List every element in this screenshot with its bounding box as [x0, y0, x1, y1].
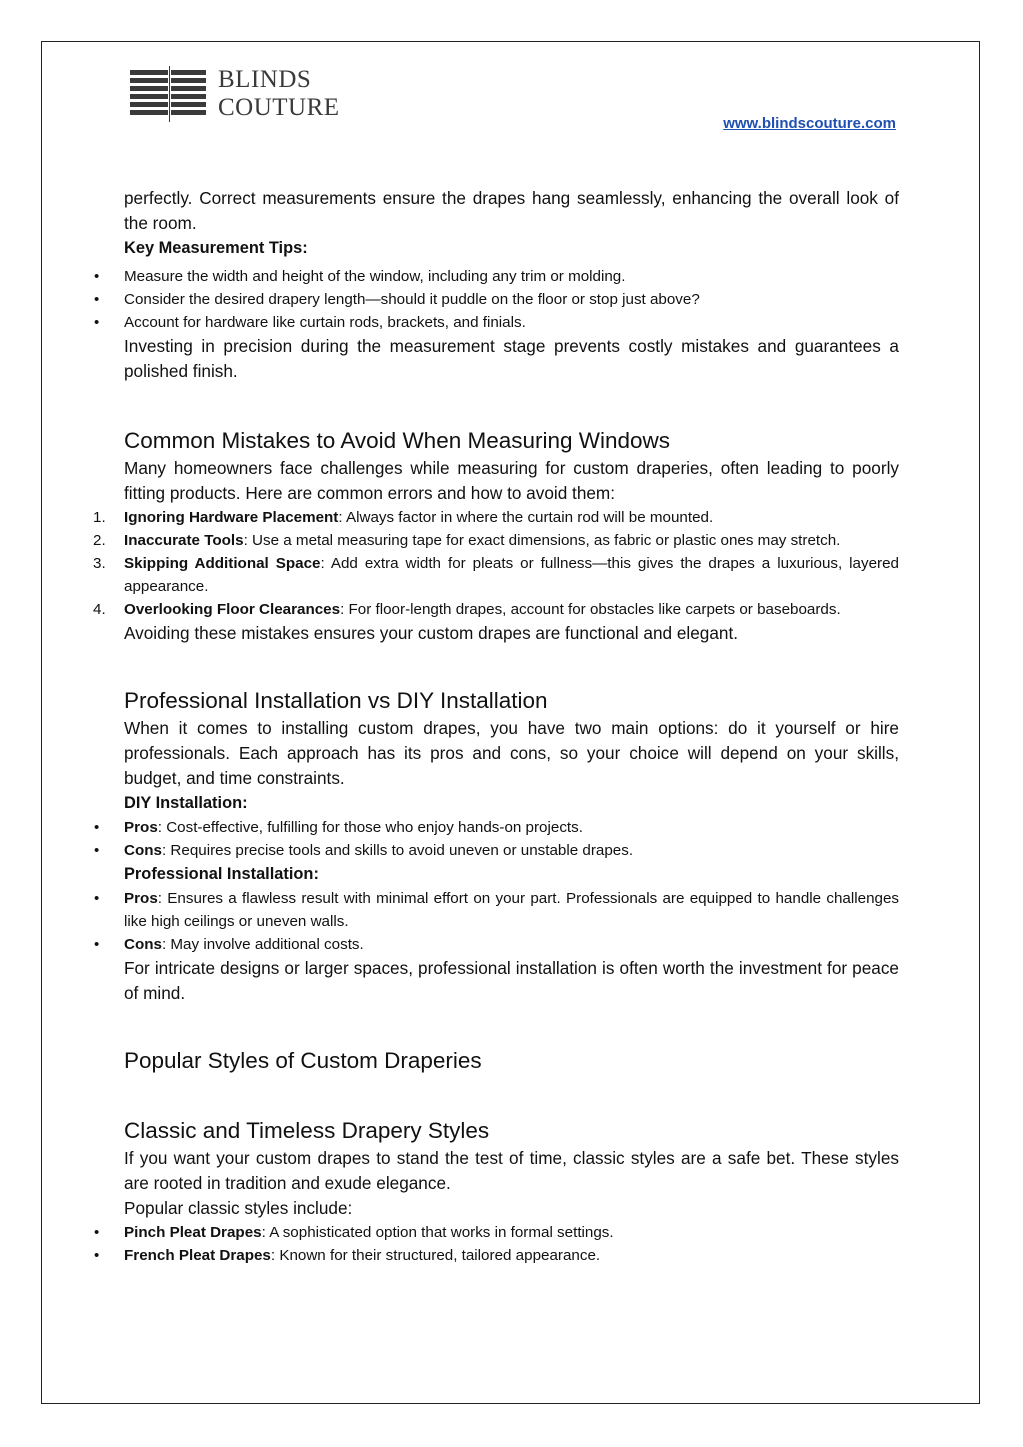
item-term: Ignoring Hardware Placement [124, 509, 339, 526]
item-term: Inaccurate Tools [124, 532, 244, 549]
item-text: : Ensures a flawless result with minimal effort on your part. Professionals are equipped to handle challenges like high ceilings or uneven walls. [124, 890, 899, 930]
item-term: Pinch Pleat Drapes [124, 1224, 262, 1241]
list-number: 3. [93, 555, 106, 572]
installation-intro: When it comes to installing custom drapes, you have two main options: do it yourself or hire professionals. Each approach has its pros and cons, so your choice will depend on your skills, budget, and time constraints. [124, 718, 899, 788]
list-item [124, 816, 899, 839]
tips-title: Key Measurement Tips: [124, 239, 308, 257]
list-item: • Account for hardware like curtain rods, brackets, and finials. [124, 311, 899, 334]
item-text: : Always factor in where the curtain rod will be mounted. [338, 509, 714, 526]
item-term: Pros [124, 819, 158, 836]
section-heading-classic: Classic and Timeless Drapery Styles [124, 1118, 490, 1143]
list-number: 1. [93, 509, 106, 526]
mistakes-list [93, 506, 899, 621]
list-item [93, 552, 899, 598]
classic-list [124, 1221, 899, 1267]
list-item [124, 1244, 899, 1267]
pro-title: Professional Installation: [124, 865, 319, 883]
item-text: : Known for their structured, tailored appearance. [270, 1247, 601, 1264]
item-term: Pros [124, 890, 158, 907]
item-text: : Cost-effective, fulfilling for those who enjoy hands-on projects. [157, 819, 583, 836]
logo-line-1: BLINDS [218, 66, 312, 93]
list-item: • Measure the width and height of the window, including any trim or molding. [124, 265, 899, 288]
installation-closing: For intricate designs or larger spaces, professional installation is often worth the investment for peace of mind. [124, 958, 899, 1003]
list-item: • Consider the desired drapery length—should it puddle on the floor or stop just above? [124, 288, 899, 311]
item-term: Cons [124, 936, 162, 953]
list-number: 2. [93, 532, 106, 549]
list-item [93, 598, 899, 621]
mistakes-intro: Many homeowners face challenges while measuring for custom draperies, often leading to poorly fitting products. Here are common errors and how to avoid them: [124, 458, 899, 503]
website-link[interactable]: www.blindscouture.com [723, 115, 896, 132]
logo-line-2: COUTURE [218, 94, 340, 121]
item-text: : Add extra width for pleats or fullness—this gives the drapes a luxurious, layered appearance. [124, 555, 899, 595]
blinds-logo-icon [128, 64, 208, 124]
item-term: Skipping Additional Space [124, 555, 321, 572]
diy-list [124, 816, 899, 862]
classic-intro: If you want your custom drapes to stand the test of time, classic styles are a safe bet. These styles are rooted in tradition and exude elegance. [124, 1148, 899, 1193]
list-item [124, 887, 899, 933]
item-text: : May involve additional costs. [161, 936, 364, 953]
list-item [124, 933, 899, 956]
item-term: Cons [124, 842, 162, 859]
classic-list-intro: Popular classic styles include: [124, 1198, 353, 1218]
brand-logo [128, 63, 340, 125]
item-text: : For floor-length drapes, account for obstacles like carpets or baseboards. [340, 601, 841, 618]
document-body [93, 186, 899, 1267]
list-item [124, 1221, 899, 1244]
intro-continued: perfectly. Correct measurements ensure the drapes hang seamlessly, enhancing the overall look of the room. [124, 188, 899, 233]
mistakes-closing: Avoiding these mistakes ensures your custom drapes are functional and elegant. [124, 623, 739, 643]
section-heading-styles: Popular Styles of Custom Draperies [124, 1048, 482, 1073]
item-text: : Requires precise tools and skills to avoid uneven or unstable drapes. [161, 842, 634, 859]
list-item [93, 506, 899, 529]
list-number: 4. [93, 601, 106, 618]
item-term: French Pleat Drapes [124, 1247, 271, 1264]
section-heading-mistakes: Common Mistakes to Avoid When Measuring Windows [124, 428, 671, 453]
pro-list [124, 887, 899, 956]
tips-list [124, 265, 899, 334]
list-item [124, 839, 899, 862]
logo-wordmark [218, 66, 340, 122]
diy-title: DIY Installation: [124, 794, 248, 812]
item-term: Overlooking Floor Clearances [124, 601, 341, 618]
item-text: : A sophisticated option that works in formal settings. [261, 1224, 614, 1241]
section-heading-installation: Professional Installation vs DIY Installation [124, 688, 548, 713]
list-item [93, 529, 899, 552]
item-text: : Use a metal measuring tape for exact dimensions, as fabric or plastic ones may stretch. [243, 532, 841, 549]
intro-closing: Investing in precision during the measurement stage prevents costly mistakes and guarantees a polished finish. [124, 336, 899, 381]
